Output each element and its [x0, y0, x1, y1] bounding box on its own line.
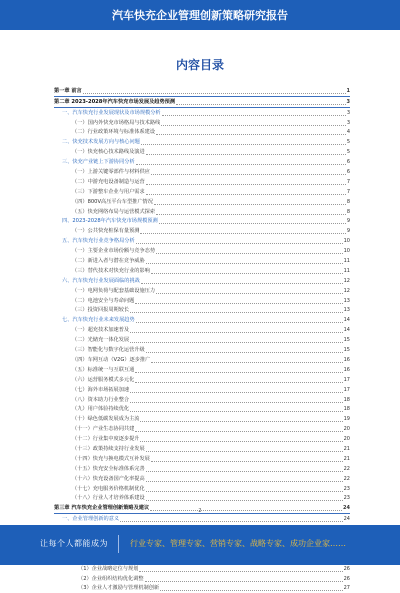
- toc-entry-text: （一）快充核心技术路线及演进: [72, 149, 145, 156]
- toc-entry[interactable]: [54, 345, 350, 355]
- toc-entry-page: 22: [343, 465, 350, 472]
- toc-leader-dots: [140, 415, 342, 422]
- toc-entry[interactable]: [54, 128, 350, 138]
- table-of-contents: [54, 86, 350, 593]
- toc-entry-page: 8: [346, 208, 350, 215]
- toc-entry[interactable]: [54, 236, 350, 246]
- toc-entry[interactable]: [54, 177, 350, 187]
- toc-entry-page: 7: [346, 188, 350, 195]
- toc-entry[interactable]: [54, 574, 350, 584]
- toc-entry[interactable]: [54, 147, 350, 157]
- toc-entry-page: 16: [343, 356, 350, 363]
- toc-title: 内容目录: [175, 58, 224, 72]
- toc-entry[interactable]: [54, 118, 350, 128]
- toc-entry[interactable]: [54, 494, 350, 504]
- toc-entry-text: （十三）政策持续支持行业发展: [72, 445, 145, 452]
- toc-entry[interactable]: [54, 434, 350, 444]
- toc-leader-dots: [146, 257, 343, 264]
- toc-leader-dots: [146, 148, 346, 155]
- toc-leader-dots: [135, 366, 342, 373]
- toc-entry-page: 26: [343, 565, 350, 572]
- toc-entry-text: （一）公共快充桩保有量预测: [72, 228, 140, 235]
- toc-entry-page: 23: [343, 495, 350, 502]
- toc-entry[interactable]: [54, 266, 350, 276]
- toc-leader-dots: [120, 515, 343, 522]
- toc-entry-page: 5: [346, 139, 350, 146]
- toc-entry[interactable]: [54, 444, 350, 454]
- toc-entry-text: （六）运营服务模式多元化: [72, 376, 135, 383]
- toc-leader-dots: [135, 425, 342, 432]
- toc-entry-page: 3: [346, 98, 350, 105]
- toc-entry[interactable]: [54, 315, 350, 325]
- toc-entry-page: 9: [346, 218, 350, 225]
- toc-entry-page: 6: [346, 169, 350, 176]
- report-title: 汽车快充企业管理创新策略研究报告: [112, 9, 288, 22]
- toc-leader-dots: [156, 128, 346, 135]
- toc-entry-text: （二）中游充电设备制造与运营: [72, 178, 145, 185]
- toc-entry-text: 第三章 汽车快充企业管理创新策略及建议: [54, 505, 150, 512]
- toc-leader-dots: [146, 485, 343, 492]
- toc-entry[interactable]: [54, 514, 350, 524]
- toc-entry-text: （二）电池安全与寿命问题: [72, 297, 135, 304]
- toc-entry-text: （十八）行业人才培养体系建设: [72, 495, 145, 502]
- toc-entry-text: （一）国内外快充市场格局与技术路线: [72, 119, 161, 126]
- toc-leader-dots: [130, 336, 343, 343]
- toc-entry-page: 20: [343, 426, 350, 433]
- toc-entry[interactable]: [54, 474, 350, 484]
- page-number: 2: [198, 508, 202, 514]
- toc-entry[interactable]: [54, 325, 350, 335]
- toc-entry-text: （十一）产业生态协同共建: [72, 426, 135, 433]
- toc-entry-page: 27: [343, 585, 350, 592]
- toc-entry-page: 10: [343, 248, 350, 255]
- toc-entry-page: 11: [343, 267, 350, 274]
- toc-entry[interactable]: [54, 197, 350, 207]
- toc-entry-page: 19: [343, 416, 350, 423]
- toc-leader-dots: [151, 267, 343, 274]
- toc-entry-page: 10: [343, 238, 350, 245]
- toc-leader-dots: [141, 138, 346, 145]
- toc-leader-dots: [146, 445, 343, 452]
- toc-entry-text: 三、快充产业链上下游协同分析: [62, 159, 135, 166]
- toc-entry[interactable]: [54, 276, 350, 286]
- toc-entry[interactable]: [54, 335, 350, 345]
- toc-leader-dots: [130, 386, 343, 393]
- toc-entry-text: 七、汽车快充行业未来发展趋势: [62, 317, 135, 324]
- toc-entry-page: 12: [343, 287, 350, 294]
- toc-entry[interactable]: [54, 207, 350, 217]
- toc-entry-page: 18: [343, 396, 350, 403]
- footer-banner: [0, 525, 400, 565]
- toc-leader-dots: [141, 277, 343, 284]
- toc-leader-dots: [130, 396, 343, 403]
- toc-entry-text: （十二）行业集中度逐步提升: [72, 436, 140, 443]
- toc-entry-page: 17: [343, 386, 350, 393]
- toc-entry[interactable]: [54, 385, 350, 395]
- toc-leader-dots: [156, 208, 346, 215]
- toc-entry-page: 3: [346, 109, 350, 116]
- toc-entry[interactable]: [54, 246, 350, 256]
- toc-entry-text: 一、汽车快充行业发展现状及市场规模分析: [62, 109, 161, 116]
- toc-entry-page: 23: [343, 485, 350, 492]
- toc-entry-text: （十）绿色低碳发展成为主流: [72, 416, 140, 423]
- chapter-underline: [54, 107, 350, 108]
- toc-leader-dots: [139, 565, 342, 572]
- toc-entry[interactable]: [54, 395, 350, 405]
- toc-entry-page: 13: [343, 307, 350, 314]
- toc-entry[interactable]: [54, 414, 350, 424]
- toc-entry-page: 14: [343, 327, 350, 334]
- toc-leader-dots: [136, 158, 346, 165]
- toc-entry-page: 15: [343, 347, 350, 354]
- toc-entry[interactable]: [54, 286, 350, 296]
- toc-entry-page: 22: [343, 475, 350, 482]
- toc-entry[interactable]: [54, 564, 350, 574]
- footer-tagline: 行业专家、管理专家、营销专家、战略专家、成功企业家……: [130, 539, 346, 548]
- toc-entry-text: （五）快充网络布局与运营模式探索: [72, 208, 156, 215]
- toc-entry-text: 六、汽车快充行业发展面临的挑战: [62, 277, 140, 284]
- toc-entry-text: 第二章 2023-2028年汽车快充市场发展及趋势预测: [54, 98, 176, 105]
- toc-entry-page: 15: [343, 337, 350, 344]
- toc-entry-page: 4: [346, 129, 350, 136]
- toc-entry-page: 20: [343, 436, 350, 443]
- toc-entry-page: 11: [343, 258, 350, 265]
- toc-leader-dots: [160, 584, 343, 591]
- toc-entry-text: （一）上游关键零部件与材料供应: [72, 169, 150, 176]
- toc-entry-text: （三）智能化与数字化运营升级: [72, 347, 145, 354]
- toc-entry-text: 第一章 前言: [54, 87, 82, 94]
- toc-entry-text: （1）企业战略定位与规划: [78, 565, 139, 572]
- toc-entry[interactable]: [54, 296, 350, 306]
- toc-entry[interactable]: [54, 365, 350, 375]
- toc-entry[interactable]: [54, 355, 350, 365]
- toc-leader-dots: [146, 188, 346, 195]
- toc-leader-dots: [162, 109, 346, 116]
- toc-entry-page: 21: [343, 445, 350, 452]
- toc-entry-text: （四）车网互动（V2G）逐步推广: [72, 356, 151, 363]
- toc-entry-text: （四）800V高压平台车型推广情况: [72, 198, 153, 205]
- toc-leader-dots: [154, 198, 346, 205]
- toc-entry-page: 7: [346, 178, 350, 185]
- toc-entry[interactable]: [54, 375, 350, 385]
- toc-leader-dots: [83, 87, 346, 94]
- toc-entry[interactable]: [54, 454, 350, 464]
- toc-leader-dots: [130, 405, 343, 412]
- toc-entry-page: 24: [343, 505, 350, 512]
- toc-entry-text: （十七）充电服务价格机制优化: [72, 485, 145, 492]
- toc-entry-page: 17: [343, 376, 350, 383]
- toc-entry[interactable]: [54, 86, 350, 96]
- toc-entry-text: （二）光储充一体化发展: [72, 337, 130, 344]
- toc-entry-text: 一、企业管理创新的意义: [62, 516, 120, 523]
- toc-leader-dots: [146, 475, 343, 482]
- toc-leader-dots: [156, 287, 343, 294]
- toc-entry-text: （一）主要企业市场份额与竞争态势: [72, 248, 156, 255]
- toc-entry-page: 16: [343, 366, 350, 373]
- toc-entry-page: 1: [346, 87, 350, 94]
- toc-entry-text: 五、汽车快充行业竞争格局分析: [62, 238, 135, 245]
- toc-entry-page: 6: [346, 159, 350, 166]
- toc-entry[interactable]: [54, 97, 350, 107]
- toc-leader-dots: [136, 237, 343, 244]
- toc-entry-page: 5: [346, 149, 350, 156]
- toc-entry-page: 12: [343, 277, 350, 284]
- toc-entry-page: 8: [346, 198, 350, 205]
- toc-leader-dots: [130, 306, 343, 313]
- toc-entry-page: 21: [343, 455, 350, 462]
- toc-entry[interactable]: [54, 405, 350, 415]
- chapter-underline: [54, 96, 350, 97]
- toc-leader-dots: [130, 326, 343, 333]
- toc-leader-dots: [140, 227, 345, 234]
- toc-leader-dots: [151, 356, 342, 363]
- toc-entry-text: （九）用户体验持续优化: [72, 406, 130, 413]
- toc-leader-dots: [146, 346, 343, 353]
- toc-entry[interactable]: [54, 137, 350, 147]
- report-header-bar: [0, 0, 400, 30]
- toc-entry[interactable]: [54, 584, 350, 593]
- toc-entry[interactable]: [54, 108, 350, 118]
- toc-entry[interactable]: [54, 306, 350, 316]
- toc-leader-dots: [140, 435, 342, 442]
- toc-leader-dots: [161, 119, 346, 126]
- toc-entry-text: （十六）快充设备国产化率提高: [72, 475, 145, 482]
- toc-entry-page: 26: [343, 575, 350, 582]
- toc-entry-page: 13: [343, 297, 350, 304]
- toc-entry-text: （五）标准统一与互联互通: [72, 366, 135, 373]
- toc-entry-text: 四、2023-2028年汽车快充市场规模预测: [62, 218, 158, 225]
- toc-entry-page: 14: [343, 317, 350, 324]
- toc-entry-text: （十四）快充与换电模式互补发展: [72, 455, 150, 462]
- toc-leader-dots: [135, 297, 342, 304]
- toc-entries: [54, 86, 350, 593]
- toc-entry[interactable]: [54, 464, 350, 474]
- toc-leader-dots: [176, 98, 345, 105]
- toc-entry-page: 18: [343, 406, 350, 413]
- toc-entry-text: （八）资本助力行业整合: [72, 396, 130, 403]
- footer-divider: [118, 535, 119, 553]
- toc-entry[interactable]: [54, 424, 350, 434]
- toc-leader-dots: [145, 575, 343, 582]
- toc-entry-text: （2）企业组织结构优化调整: [78, 575, 144, 582]
- toc-leader-dots: [156, 247, 343, 254]
- toc-entry[interactable]: [54, 217, 350, 227]
- toc-entry-text: （三）替代技术对快充行业的影响: [72, 267, 150, 274]
- toc-leader-dots: [135, 376, 342, 383]
- toc-entry-text: （三）下游整车企业与用户需求: [72, 188, 145, 195]
- toc-entry[interactable]: [54, 484, 350, 494]
- toc-leader-dots: [136, 316, 343, 323]
- toc-entry[interactable]: [54, 157, 350, 167]
- toc-leader-dots: [146, 494, 343, 501]
- toc-leader-dots: [146, 178, 346, 185]
- toc-leader-dots: [151, 168, 346, 175]
- toc-entry-page: 3: [346, 119, 350, 126]
- toc-entry-text: 二、快充技术发展方向与核心问题: [62, 139, 140, 146]
- toc-entry-page: 9: [346, 228, 350, 235]
- toc-entry-text: （七）海外市场拓展加速: [72, 386, 130, 393]
- toc-entry-page: 24: [343, 516, 350, 523]
- toc-leader-dots: [159, 217, 346, 224]
- footer-slogan: 让每个人都能成为: [40, 539, 108, 548]
- toc-leader-dots: [146, 465, 343, 472]
- toc-leader-dots: [151, 455, 343, 462]
- toc-entry-text: （三）投资回报周期较长: [72, 307, 130, 314]
- toc-entry-text: （十五）快充安全标准体系完善: [72, 465, 145, 472]
- toc-entry[interactable]: [54, 187, 350, 197]
- toc-entry-text: （一）电网负荷与配套基础设施压力: [72, 287, 156, 294]
- toc-entry-text: （一）超充技术加速普及: [72, 327, 130, 334]
- toc-entry[interactable]: [54, 226, 350, 236]
- toc-entry-text: （二）新进入者与潜在竞争威胁: [72, 258, 145, 265]
- toc-entry-text: （3）企业人才激励与管理机制创新: [78, 585, 160, 592]
- toc-entry-text: （二）行业政策环境与标准体系建设: [72, 129, 156, 136]
- toc-entry[interactable]: [54, 167, 350, 177]
- toc-entry[interactable]: [54, 256, 350, 266]
